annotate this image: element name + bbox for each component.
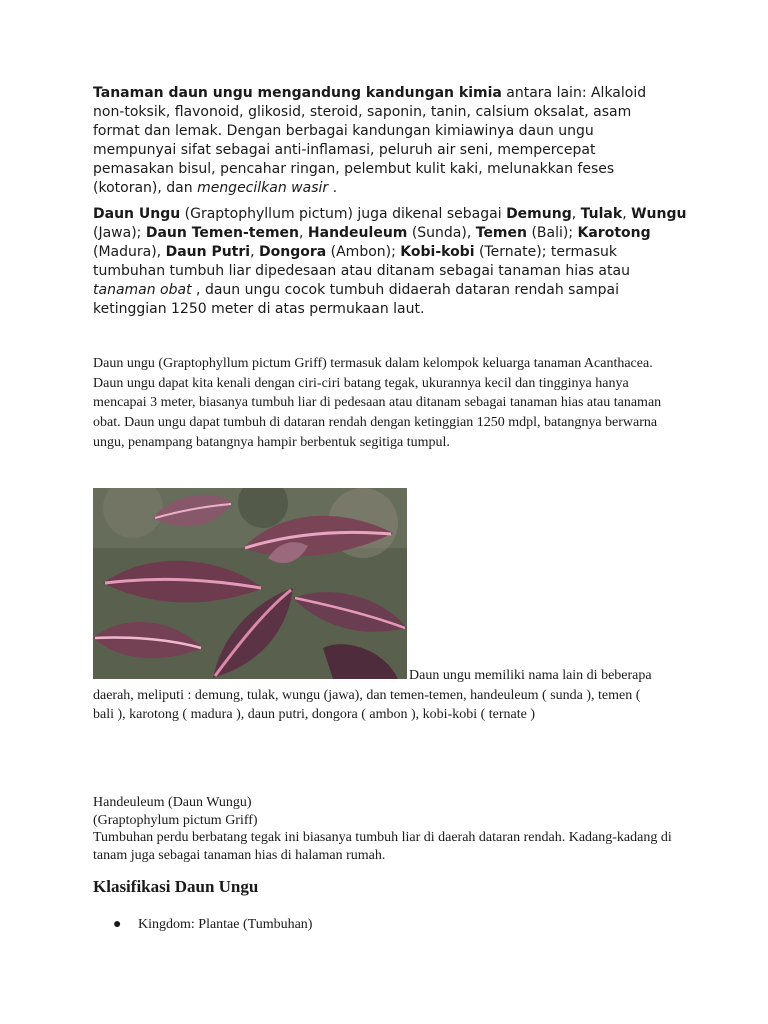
list-item-label: Kingdom: Plantae (Tumbuhan) — [138, 917, 313, 932]
section-title: Handeuleum (Daun Wungu) — [93, 795, 252, 810]
bold-term: Tulak — [580, 206, 623, 222]
paragraph-text: , — [250, 244, 259, 260]
paragraph-text: (Sunda), — [407, 225, 476, 241]
section-handeuleum — [93, 794, 693, 864]
photo-caption: Daun ungu memiliki nama lain di beberapa daerah, meliputi : demung, tulak, wungu (jawa), dan temen-temen, handeuleum ( sunda ), temen ( bali ), karotong ( madura ), daun putri, dongora ( ambon ), kobi-kobi ( ternate ) — [93, 668, 652, 723]
paragraph-text: . — [328, 180, 338, 196]
paragraph-text: antara lain: Alkaloid non-toksik, flavonoid, glikosid, steroid, saponin, tanin, calsium oksalat, asam format dan lemak. Dengan berbagai kandungan kimiawinya daun ungu mempunyai sifat sebagai anti-inflamasi, peluruh air seni, mempercepat pemasakan bisul, pencahar ringan, pelembut kulit kaki, melunakkan feses (kotoran), dan — [93, 85, 647, 196]
bold-term: Kobi-kobi — [400, 244, 475, 260]
paragraph-text: (Bali); — [527, 225, 578, 241]
bullet-icon: ● — [113, 917, 122, 932]
paragraph-description: Daun ungu (Graptophyllum pictum Griff) termasuk dalam kelompok keluarga tanaman Acanthacea. Daun ungu dapat kita kenali dengan ciri-ciri batang tegak, ukurannya kecil dan tingginya hanya mencapai 3 meter, biasanya tumbuh liar di pedesaan atau ditanam sebagai tanaman hias atau tanaman obat. Daun ungu dapat tumbuh di dataran rendah dengan ketinggian 1250 mdpl, batangnya berwarna ungu, penampang batangnya hampir berbentuk segitiga tumpul. — [93, 356, 662, 450]
paragraph-text: (Ambon); — [326, 244, 401, 260]
paragraph-text: , — [299, 225, 308, 241]
bold-term: Daun Putri — [165, 244, 251, 260]
paragraph-regional-names — [93, 205, 693, 319]
paragraph-text: (Madura), — [93, 244, 166, 260]
heading-klasifikasi: Klasifikasi Daun Ungu — [93, 877, 259, 896]
bold-term: Daun Temen-temen — [145, 225, 299, 241]
section-latin-name: (Graptophylum pictum Griff) — [93, 812, 258, 828]
purple-leaf-plant-photo — [93, 488, 407, 679]
list-item — [93, 915, 312, 935]
bold-term: Dongora — [258, 244, 327, 260]
section-description: Tumbuhan perdu berbatang tegak ini biasanya tumbuh liar di daerah dataran rendah. Kadang-kadang di tanam juga sebagai tanaman hias di halaman rumah. — [93, 830, 672, 863]
paragraph-text: (Ternate); termasuk tumbuhan tumbuh liar dipedesaan atau ditanam sebagai tanaman hias atau — [93, 244, 630, 279]
paragraph-text: (Graptophyllum pictum) juga dikenal sebagai — [180, 206, 507, 222]
bold-term: Demung — [506, 206, 572, 222]
bold-term: Karotong — [577, 225, 651, 241]
italic-text: tanaman obat — [93, 282, 192, 298]
paragraph-text: , — [622, 206, 632, 222]
bold-lead: Tanaman daun ungu mengandung kandungan kimia — [93, 85, 502, 101]
bold-term: Handeuleum — [307, 225, 408, 241]
bold-term: Daun Ungu — [93, 206, 181, 222]
italic-text: mengecilkan wasir — [197, 180, 329, 196]
paragraph-chemical-contents — [93, 84, 671, 198]
classification-list — [93, 915, 312, 935]
bold-term: Temen — [475, 225, 527, 241]
paragraph-text: (Jawa); — [93, 225, 146, 241]
paragraph-text: , daun ungu cocok tumbuh didaerah dataran rendah sampai ketinggian 1250 meter di atas permukaan laut. — [93, 282, 620, 317]
bold-term: Wungu — [631, 206, 687, 222]
paragraph-text: , — [571, 206, 581, 222]
